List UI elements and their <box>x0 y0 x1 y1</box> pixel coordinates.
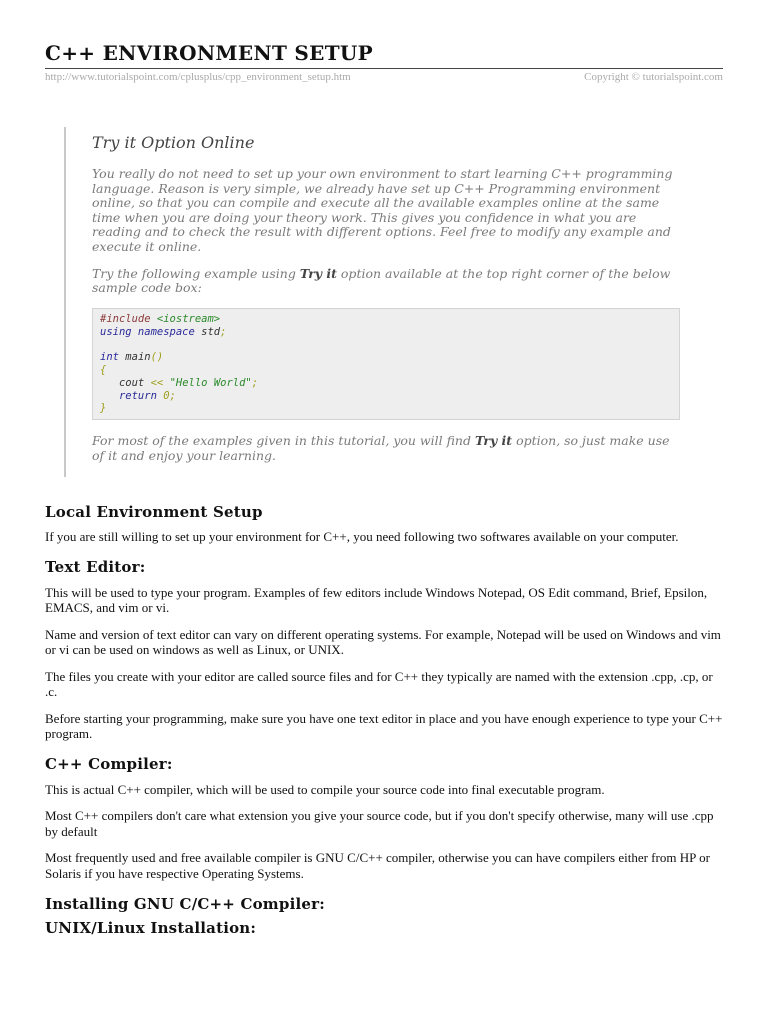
try-it-para-3: For most of the examples given in this tutorial, you will find Try it option, so just make use of it and enjoy your learning. <box>92 433 670 463</box>
try-it-para-2: Try the following example using Try it option available at the top right corner of the below sample code box: <box>92 265 671 296</box>
unix-install-heading: UNIX/Linux Installation: <box>45 919 257 938</box>
try-it-note <box>64 127 680 477</box>
compiler-para-3: Most frequently used and free available compiler is GNU C/C++ compiler, otherwise you can have compilers either from HP or Solaris if you have respective Operating Systems. <box>45 850 710 881</box>
compiler-para-1: This is actual C++ compiler, which will be used to compile your source code into final executable program. <box>45 781 605 797</box>
text-editor-para-1: This will be used to type your program. Examples of few editors include Windows Notepad, OS Edit command, Brief, Epsilon, EMACS, and vim or vi. <box>45 584 708 616</box>
page-title: C++ ENVIRONMENT SETUP <box>45 41 373 65</box>
copyright-notice: Copyright © tutorialspoint.com <box>584 71 723 83</box>
text-editor-heading: Text Editor: <box>45 557 146 576</box>
code-line-4: int main() <box>100 351 164 364</box>
code-line-6: cout << "Hello World"; <box>118 376 259 389</box>
code-line-5: { <box>100 363 107 376</box>
compiler-heading: C++ Compiler: <box>45 754 173 773</box>
try-it-bold: Try it <box>299 265 337 281</box>
local-setup-heading: Local Environment Setup <box>45 503 263 522</box>
code-line-8: } <box>100 402 107 415</box>
document-page <box>45 40 723 937</box>
text-editor-para-3: The files you create with your editor are called source files and for C++ they typically are named with the extension .cpp, .cp, or .c. <box>45 668 713 700</box>
try-it-bold-2: Try it <box>474 433 513 449</box>
text-editor-para-4: Before starting your programming, make sure you have one text editor in place and you have enough experience to type your C++ program. <box>45 710 723 742</box>
text-editor-para-2: Name and version of text editor can vary on different operating systems. For example, Notepad will be used on Windows and vim or vi can be used on windows as well as Linux, or UNIX. <box>45 626 721 658</box>
main-content <box>45 503 723 937</box>
install-gnu-heading: Installing GNU C/C++ Compiler: <box>45 895 325 914</box>
code-line-2: using namespace std; <box>100 325 227 338</box>
try-it-heading: Try it Option Online <box>92 133 255 152</box>
code-line-1: #include <iostream> <box>100 312 221 325</box>
url-bar <box>45 68 723 83</box>
local-setup-para: If you are still willing to set up your environment for C++, you need following two softwares available on your computer. <box>45 529 679 545</box>
code-line-3 <box>100 338 672 351</box>
source-url[interactable]: http://www.tutorialspoint.com/cplusplus/cpp_environment_setup.htm <box>45 71 351 83</box>
code-line-7: return 0; <box>118 389 176 402</box>
sample-code-box[interactable] <box>92 308 680 420</box>
try-it-para-1: You really do not need to set up your own environment to start learning C++ programming language. Reason is very simple, we already have set up C++ Programming environment online, so that you can compile and execute all the available examples online at the same time when you are doing your theory work. This gives you confidence in what you are reading and to check the result with different options. Feel free to modify any example and execute it online. <box>92 166 673 254</box>
compiler-para-2: Most C++ compilers don't care what extension you give your source code, but if you don't specify otherwise, many will use .cpp by default <box>45 808 714 839</box>
